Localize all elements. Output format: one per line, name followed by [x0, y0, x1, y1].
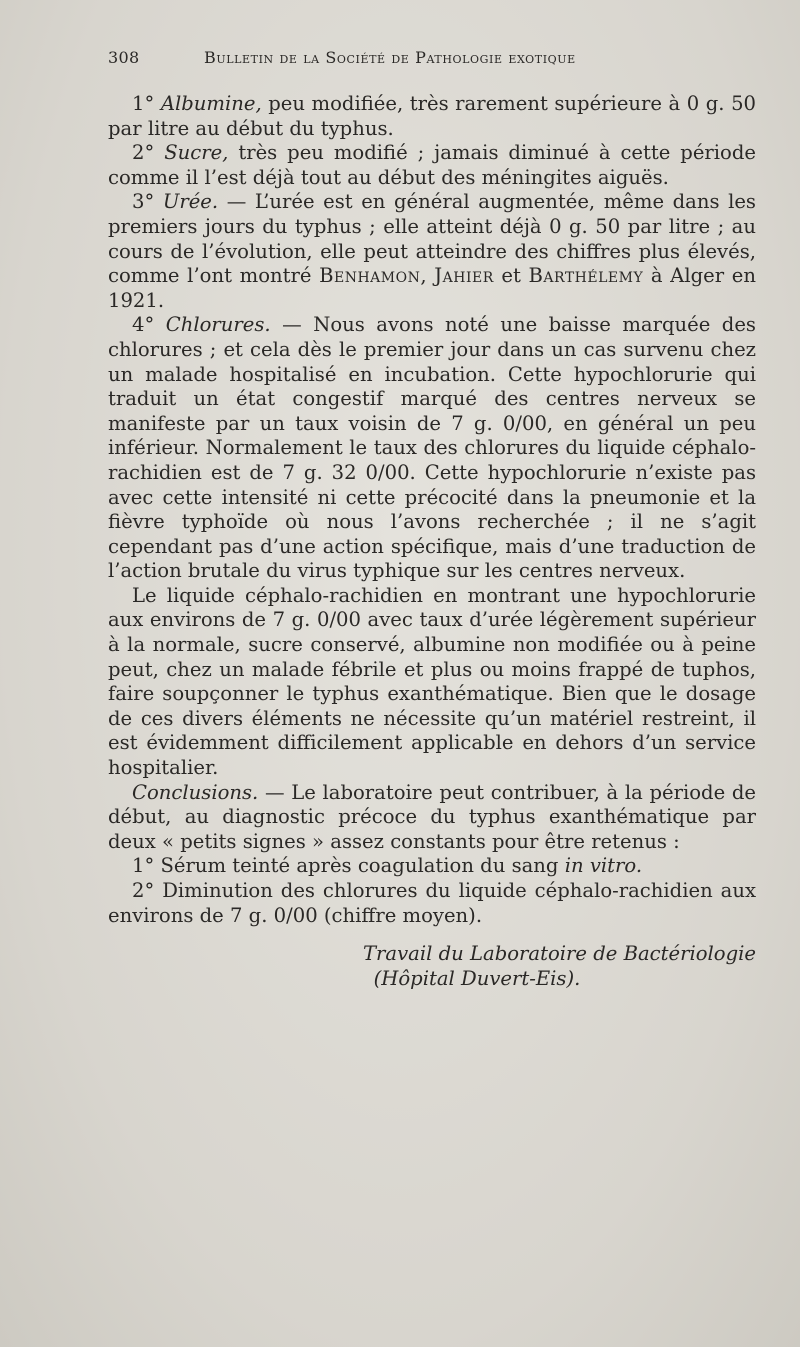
item-text: Sérum teinté après coagulation du sang	[154, 854, 565, 878]
item-number: 1°	[132, 854, 155, 878]
signature-block	[108, 942, 756, 991]
item-term: Urée.	[162, 190, 219, 214]
paragraph-uree	[108, 190, 756, 313]
paragraph-sucre	[108, 141, 756, 190]
author-name: Jahier	[434, 264, 494, 288]
item-text: Diminution des chlorures du liquide céphalo-rachidien aux environs de 7 g. 0/00 (chiffre moyen).	[108, 879, 756, 927]
item-term: Conclusions.	[132, 780, 259, 804]
separator: ,	[420, 264, 435, 288]
conclusion-item-2	[108, 879, 756, 928]
paragraph-albumine	[108, 92, 756, 141]
item-term: Sucre,	[164, 141, 229, 165]
item-number: 1°	[132, 92, 155, 115]
item-text: — L’urée est en général augmentée, même dans les premiers jours du typhus ; elle atteint déjà 0 g. 50 par litre ; au cours de l’évolution, elle peut atteindre des chiffres plus élevés, comme l’ont montré	[108, 190, 756, 288]
paragraph-conclusions	[108, 781, 756, 855]
author-name: Barthélemy	[528, 264, 644, 288]
item-text: peu modifiée, très rarement supérieure à 0 g. 50 par litre au début du typhus.	[108, 92, 756, 140]
item-number: 4°	[132, 313, 155, 337]
item-text: Le liquide céphalo-rachidien en montrant une hypochlorurie aux environs de 7 g. 0/00 avec taux d’urée légèrement supérieur à la normale, sucre conservé, albumine non modifiée ou à peine peut, chez un malade fébrile et plus ou moins frappé de tuphos, faire soupçonner le typhus exanthématique. Bien que le dosage de ces divers éléments ne nécessite qu’un matériel restreint, il est évidemment difficilement applicable en dehors d’un service hospitalier.	[108, 583, 756, 780]
signature-line-1: Travail du Laboratoire de Bactériologie	[362, 942, 756, 965]
author-name: Benhamon	[319, 264, 421, 288]
running-title: Bulletin de la Société de Pathologie exotique	[204, 48, 576, 67]
paragraph-chlorures	[108, 313, 756, 584]
paragraph-liquide	[108, 584, 756, 781]
item-text: très peu modifié ; jamais diminué à cette période comme il l’est déjà tout au début des méningites aiguës.	[108, 141, 756, 189]
item-number: 2°	[132, 879, 155, 902]
signature-line-2: (Hôpital Duvert-Eis).	[373, 966, 581, 990]
item-term: Chlorures.	[165, 313, 271, 337]
separator: et	[493, 264, 529, 288]
article-body	[108, 92, 756, 928]
item-number: 3°	[132, 190, 155, 214]
page-number: 308	[108, 48, 140, 67]
item-italic: in vitro.	[564, 854, 643, 878]
conclusion-item-1	[108, 854, 756, 879]
item-text: à Alger en 1921.	[108, 264, 756, 312]
item-text: — Nous avons noté une baisse marquée des chlorures ; et cela dès le premier jour dans un cas survenu chez un malade hospitalisé en incubation. Cette hypochlorurie qui traduit un état congestif marqué des centres nerveux se manifeste par un taux voisin de 7 g. 0/00, en général un peu inférieur. Normalement le taux des chlorures du liquide céphalo-rachidien est de 7 g. 32 0/00. Cette hypochlorurie n’existe pas avec cette intensité ni cette précocité dans la pneumonie et la fièvre typhoïde où nous l’avons recherchée ; il ne s’agit cependant pas d’une action spécifique, mais d’une traduction de l’action brutale du virus typhique sur les centres nerveux.	[108, 313, 756, 583]
item-term: Albumine,	[160, 92, 262, 115]
item-number: 2°	[132, 141, 155, 165]
item-text: — Le laboratoire peut contribuer, à la période de début, au diagnostic précoce du typhus exanthématique par deux « petits signes » assez constants pour être retenus :	[108, 780, 756, 853]
